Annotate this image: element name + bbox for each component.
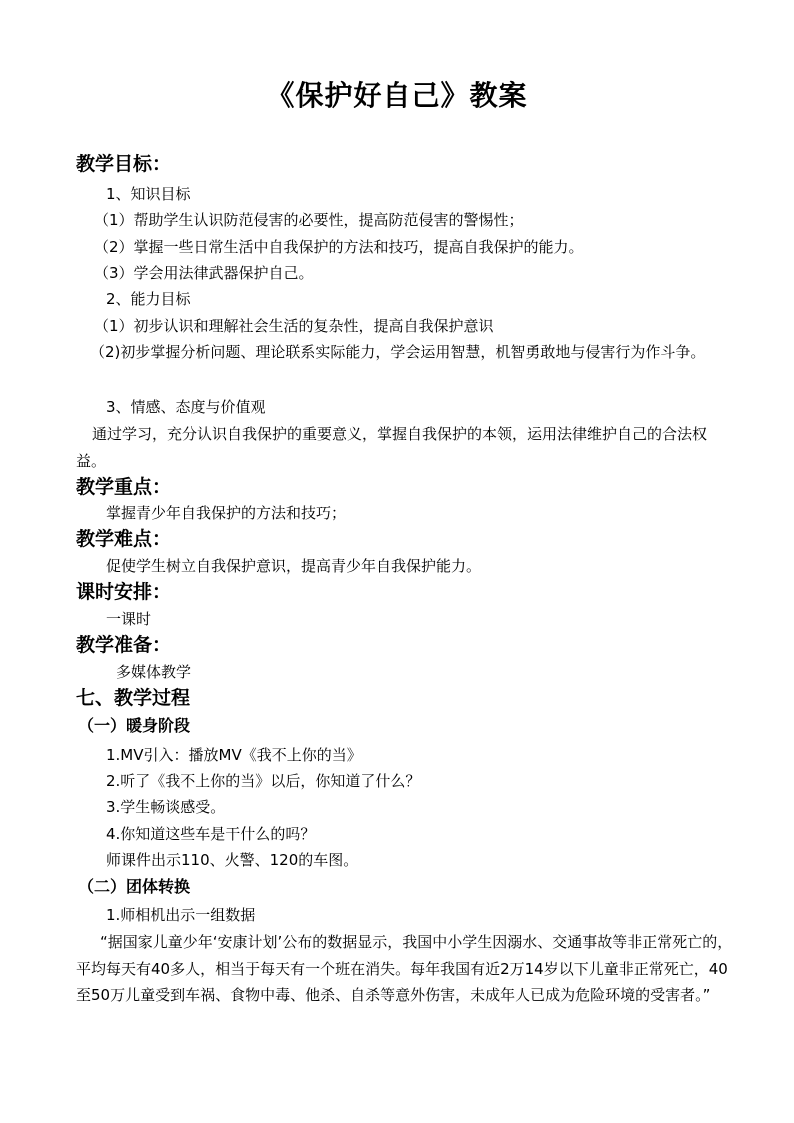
knowledge-goals-label: 1、知识目标 (106, 185, 191, 203)
warmup-item: 3.学生畅谈感受。 (106, 798, 226, 816)
page-title: 《保护好自己》教案 (266, 79, 528, 112)
warmup-item: 师课件出示110、火警、120的车图。 (106, 851, 359, 869)
schedule-heading: 课时安排： (76, 581, 172, 603)
emotion-goals-text: 通过学习，充分认识自我保护的重要意义，掌握自我保护的本领，运用法律维护自己的合法权益。 (76, 425, 708, 470)
ability-goals-label: 2、能力目标 (106, 290, 191, 308)
knowledge-goal-item: （3）学会用法律武器保护自己。 (94, 264, 314, 282)
knowledge-goal-item: （2）掌握一些日常生活中自我保护的方法和技巧，提高自我保护的能力。 (94, 238, 584, 256)
warmup-heading: （一）暖身阶段 (78, 716, 191, 735)
goals-heading: 教学目标： (76, 153, 172, 175)
key-points-text: 掌握青少年自我保护的方法和技巧； (106, 504, 347, 522)
knowledge-goal-item: （1）帮助学生认识防范侵害的必要性，提高防范侵害的警惕性； (94, 211, 524, 229)
warmup-item: 1.MV引入：播放MV《我不上你的当》 (106, 746, 362, 764)
difficulties-text: 促使学生树立自我保护意识，提高青少年自我保护能力。 (106, 557, 482, 575)
process-heading: 七、教学过程 (76, 687, 191, 709)
transition-item: 1.师相机出示一组数据 (106, 906, 256, 924)
warmup-item: 4.你知道这些车是干什么的吗？ (106, 825, 316, 843)
transition-quote: “据国家儿童少年‘安康计划’公布的数据显示，我国中小学生因溺水、交通事故等非正常死亡的，平均每天有40多人，相当于每天有一个班在消失。每年我国有近2万14岁以下儿童非正常死亡，40至50万儿童受到车祸、食物中毒、他杀、自杀等意外伤害，未成年人已成为危险环境的受害者。” (76, 933, 733, 1004)
key-points-heading: 教学重点： (76, 476, 172, 498)
preparation-heading: 教学准备： (76, 634, 172, 656)
preparation-text: 多媒体教学 (116, 663, 192, 681)
emotion-goals-label: 3、情感、态度与价值观 (106, 398, 266, 416)
ability-goal-item: （2)初步掌握分析问题、理论联系实际能力，学会运用智慧，机智勇敢地与侵害行为作斗争。 (90, 343, 706, 361)
difficulties-heading: 教学难点： (76, 528, 172, 550)
transition-heading: （二）团体转换 (78, 877, 191, 896)
ability-goal-item: （1）初步认识和理解社会生活的复杂性，提高自我保护意识 (94, 317, 494, 335)
warmup-item: 2.听了《我不上你的当》以后，你知道了什么？ (106, 772, 421, 790)
schedule-text: 一课时 (106, 610, 152, 628)
